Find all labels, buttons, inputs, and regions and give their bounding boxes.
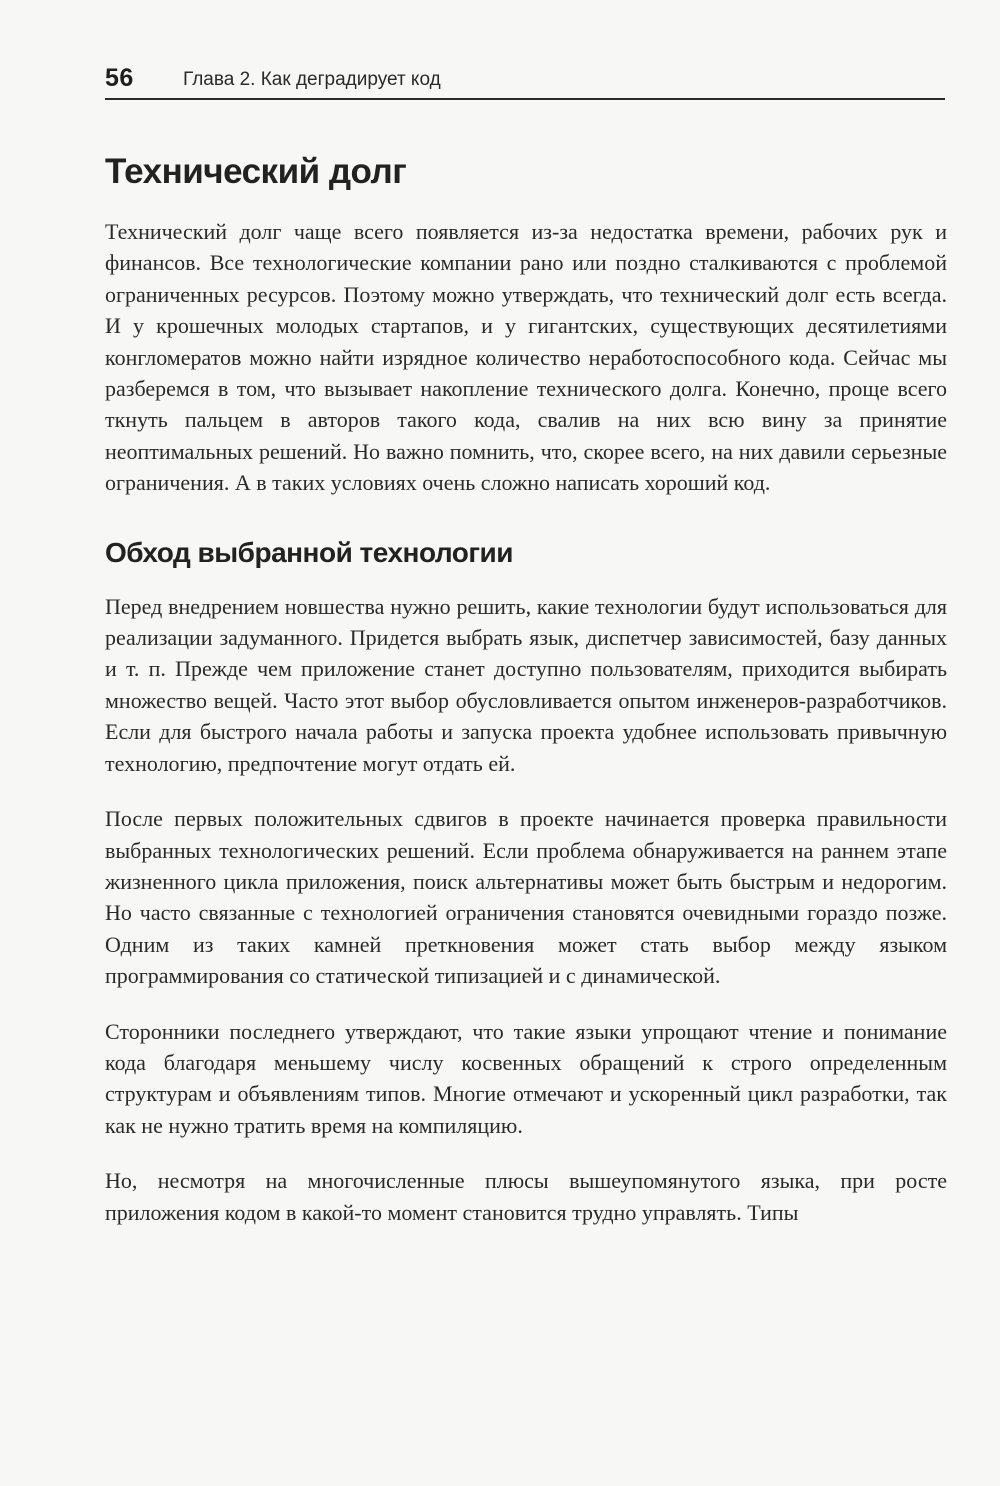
chapter-title: Глава 2. Как деградирует код xyxy=(183,69,441,90)
paragraph: Но, несмотря на многочисленные плюсы вышеупомянутого языка, при росте приложения кодом в какой-то момент становится трудно управлять. Типы xyxy=(105,1168,947,1225)
section-heading-technical-debt: Технический долг xyxy=(105,152,407,191)
running-header xyxy=(105,62,945,100)
paragraph: Сторонники последнего утверждают, что такие языки упрощают чтение и понимание кода благодаря меньшему числу косвенных обращений к строго определенным структурам и объявлениям типов. Многие отмечают и ускоренный цикл разработки, так как не нужно тратить время на компиляцию. xyxy=(105,1018,947,1138)
paragraph: После первых положительных сдвигов в проекте начинается проверка правильности выбранных технологических решений. Если проблема обнаруживается на раннем этапе жизненного цикла приложения, поиск альтернативы может быть быстрым и недорогим. Но часто связанные с технологией ограничения становятся очевидными гораздо позже. Одним из таких камней преткновения может стать выбор между языком программирования со статической типизацией и с динамической. xyxy=(105,806,947,989)
page-number: 56 xyxy=(105,64,134,92)
section-heading-bypassing-technology: Обход выбранной технологии xyxy=(105,536,513,568)
paragraph: Перед внедрением новшества нужно решить, какие технологии будут использоваться для реализации задуманного. Придется выбрать язык, диспетчер зависимостей, базу данных и т. п. Прежде чем приложение станет доступно пользователям, приходится выбирать множество вещей. Часто этот выбор обусловливается опытом инженеров-разработчиков. Если для быстрого начала работы и запуска проекта удобнее использовать привычную технологию, предпочтение могут отдать ей. xyxy=(105,593,947,776)
page-body xyxy=(105,150,947,1252)
paragraph: Технический долг чаще всего появляется из-за недостатка времени, рабочих рук и финансов. Все технологические компании рано или поздно сталкиваются с проблемой ограниченных ресурсов. Поэтому можно утверждать, что технический долг есть всегда. И у крошечных молодых стартапов, и у гигантских, существующих десятилетиями конгломератов можно найти изрядное количество неработоспособного кода. Сейчас мы разберемся в том, что вызывает накопление технического долга. Конечно, проще всего ткнуть пальцем в авторов такого кода, свалив на них всю вину за принятие неоптимальных решений. Но важно помнить, что, скорее всего, на них давили серьезные ограничения. А в таких условиях очень сложно написать хороший код. xyxy=(105,219,947,496)
